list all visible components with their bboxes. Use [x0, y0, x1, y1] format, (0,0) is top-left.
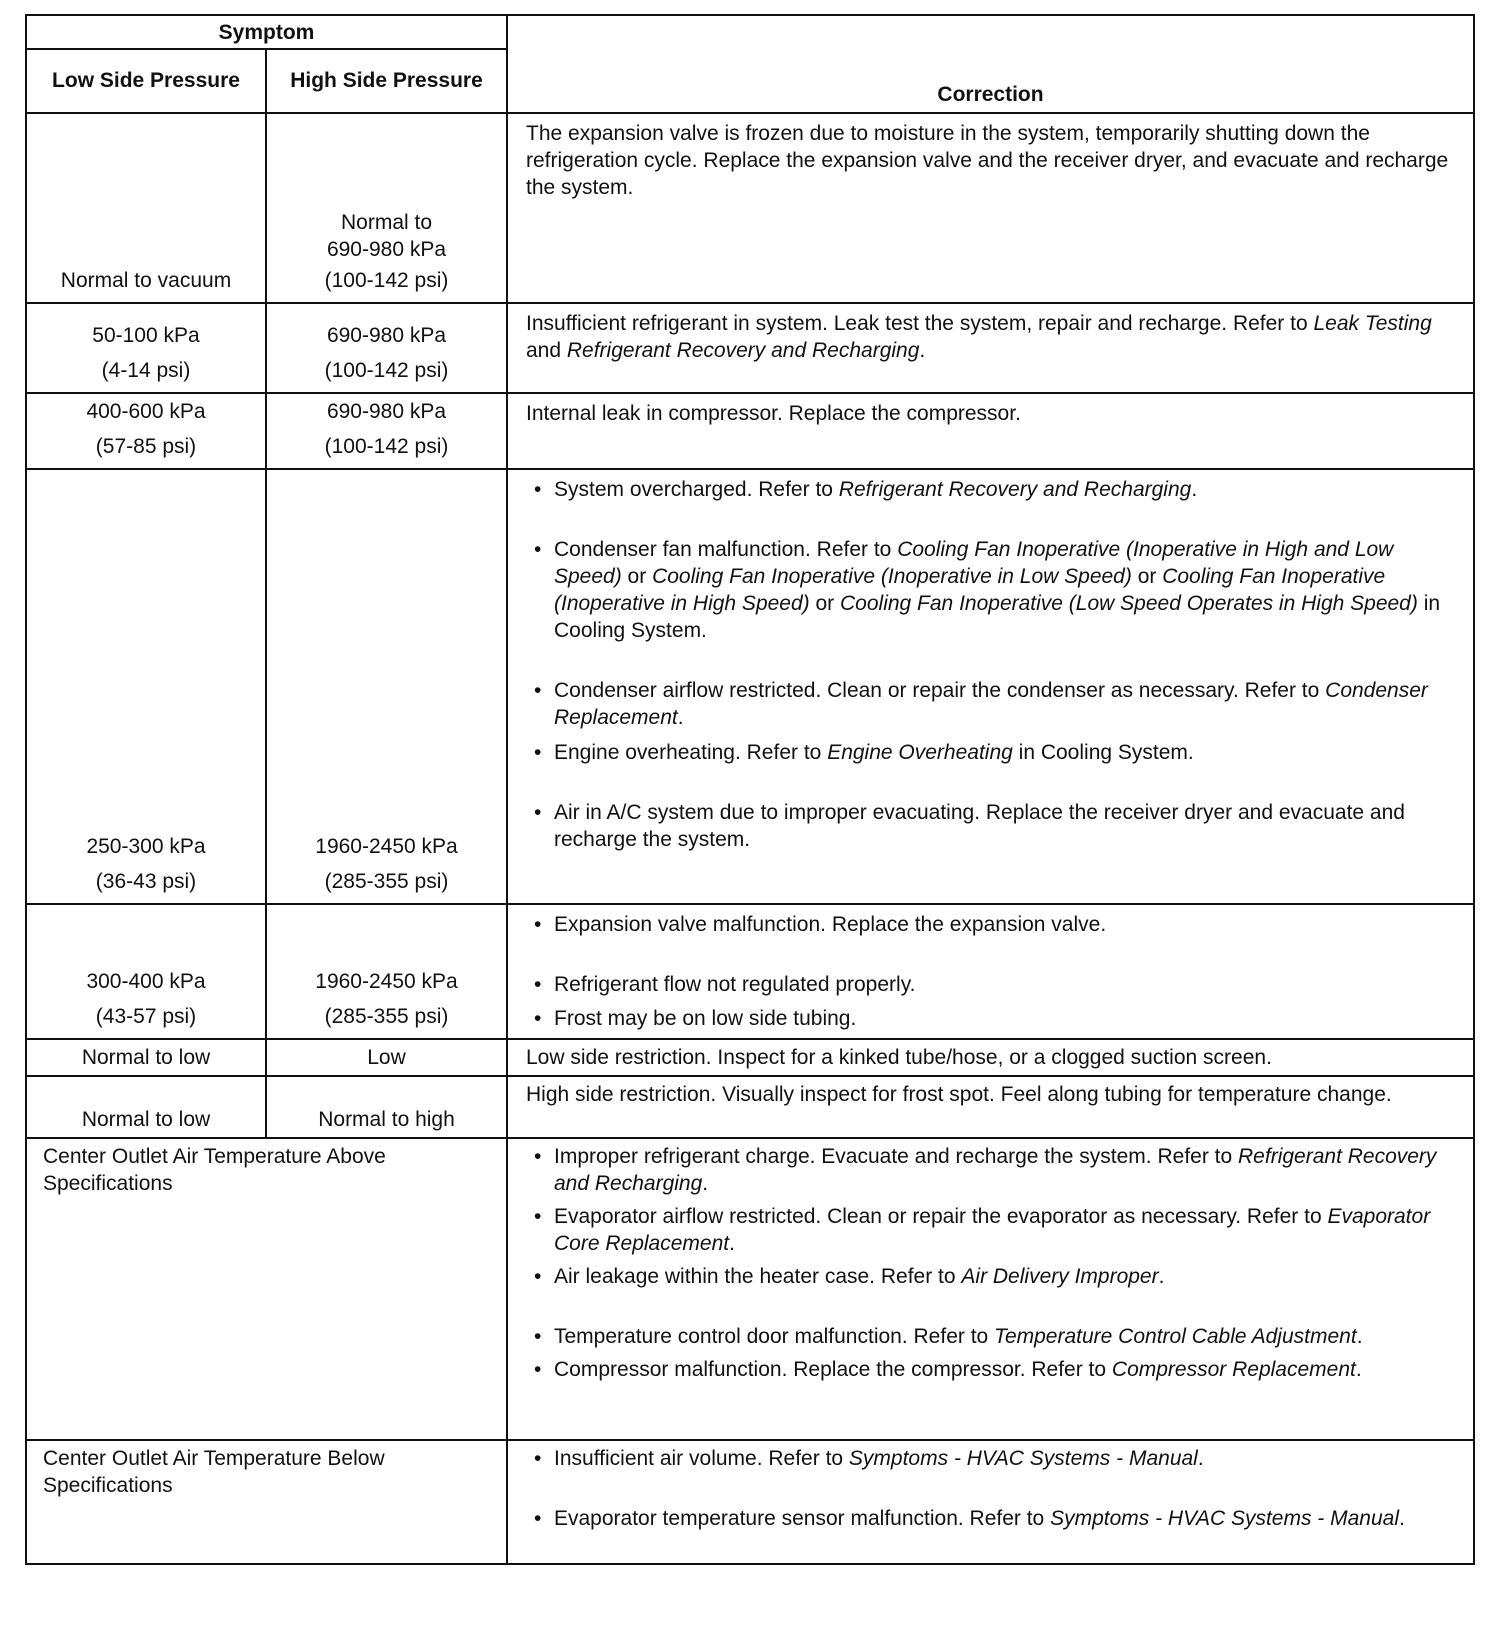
- header-correction: Correction: [507, 15, 1474, 113]
- high-side-cell: [266, 303, 507, 393]
- correction-cell: [507, 1076, 1474, 1138]
- list-item: • Engine overheating. Refer to Engine Overheating in Cooling System.: [526, 739, 1459, 766]
- high-side-cell: Normal to high: [266, 1076, 507, 1138]
- diagnostic-table-page: [25, 14, 1473, 1565]
- low-side-cell: Normal to low: [26, 1076, 266, 1138]
- high-side-cell: [266, 904, 507, 1039]
- list-item: • Refrigerant flow not regulated properly.: [526, 971, 1459, 998]
- table-row: [26, 113, 1474, 303]
- low-side-cell: [26, 303, 266, 393]
- symptom-description: Center Outlet Air Temperature Above Specifications: [26, 1138, 507, 1440]
- list-item: • Frost may be on low side tubing.: [526, 1005, 1459, 1032]
- list-item: • Condenser airflow restricted. Clean or repair the condenser as necessary. Refer to Condenser Replacement.: [526, 677, 1459, 731]
- high-side-value: (285-355 psi): [324, 870, 449, 893]
- table-row: [26, 303, 1474, 393]
- correction-cell: [507, 303, 1474, 393]
- correction-text: High side restriction. Visually inspect for frost spot. Feel along tubing for temperature change.: [526, 1083, 1392, 1106]
- correction-text: The expansion valve is frozen due to moisture in the system, temporarily shutting down the refrigeration cycle. Replace the expansion valve and the receiver dryer, and evacuate and recharge the system.: [526, 122, 1449, 199]
- high-side-value: 1960-2450 kPa: [315, 970, 458, 993]
- reference-link-text: Leak Testing: [1313, 312, 1432, 335]
- high-side-value: (100-142 psi): [324, 359, 449, 382]
- list-item: • Evaporator temperature sensor malfunction. Refer to Symptoms - HVAC Systems - Manual.: [526, 1505, 1459, 1532]
- correction-cell: [507, 904, 1474, 1039]
- high-side-value: (285-355 psi): [324, 1005, 449, 1028]
- symptom-description: Center Outlet Air Temperature Below Specifications: [26, 1440, 507, 1564]
- table-row: [26, 393, 1474, 469]
- list-item: • Air in A/C system due to improper evacuating. Replace the receiver dryer and evacuate and recharge the system.: [526, 799, 1459, 853]
- high-side-value: 690-980 kPa: [326, 238, 447, 261]
- correction-cell: [507, 1440, 1474, 1564]
- list-item: • System overcharged. Refer to Refrigerant Recovery and Recharging.: [526, 476, 1459, 503]
- high-side-cell: [266, 113, 507, 303]
- high-side-value: 690-980 kPa: [326, 324, 447, 347]
- list-item: • Expansion valve malfunction. Replace the expansion valve.: [526, 911, 1459, 938]
- low-side-value: 300-400 kPa: [86, 970, 206, 993]
- correction-cell: [507, 1138, 1474, 1440]
- high-side-cell: [266, 469, 507, 904]
- correction-list: [526, 911, 1459, 1032]
- high-side-cell: Low: [266, 1039, 507, 1076]
- list-item: • Insufficient air volume. Refer to Symptoms - HVAC Systems - Manual.: [526, 1445, 1459, 1472]
- correction-cell: [507, 1039, 1474, 1076]
- high-side-value: 690-980 kPa: [326, 400, 447, 423]
- low-side-value: 50-100 kPa: [92, 324, 200, 347]
- ac-pressure-diagnosis-table: [25, 14, 1475, 1565]
- low-side-cell: [26, 904, 266, 1039]
- low-side-cell: [26, 113, 266, 303]
- list-item: • Evaporator airflow restricted. Clean or repair the evaporator as necessary. Refer to Evaporator Core Replacement.: [526, 1203, 1459, 1257]
- table-row: [26, 904, 1474, 1039]
- list-item: • Compressor malfunction. Replace the compressor. Refer to Compressor Replacement.: [526, 1356, 1459, 1383]
- header-low-side: Low Side Pressure: [26, 49, 266, 113]
- high-side-value: (100-142 psi): [324, 435, 449, 458]
- header-high-side: High Side Pressure: [266, 49, 507, 113]
- high-side-value: Normal to: [340, 211, 433, 234]
- correction-cell: [507, 393, 1474, 469]
- correction-cell: [507, 113, 1474, 303]
- correction-cell: [507, 469, 1474, 904]
- list-item: • Condenser fan malfunction. Refer to Cooling Fan Inoperative (Inoperative in High and Low Speed) or Cooling Fan Inoperative (Inoperative in Low Speed) or Cooling Fan Inoperative (Inoperative in High Speed) or Cooling Fan Inoperative (Low Speed Operates in High Speed) in Cooling System.: [526, 536, 1459, 644]
- list-item: • Temperature control door malfunction. Refer to Temperature Control Cable Adjustment.: [526, 1323, 1459, 1350]
- low-side-cell: [26, 393, 266, 469]
- low-side-value: 250-300 kPa: [86, 835, 206, 858]
- table-row: [26, 1076, 1474, 1138]
- low-side-value: (57-85 psi): [95, 435, 197, 458]
- low-side-cell: [26, 469, 266, 904]
- table-row: [26, 1138, 1474, 1440]
- table-row: [26, 469, 1474, 904]
- header-symptom: Symptom: [26, 15, 507, 49]
- low-side-value: (4-14 psi): [101, 359, 191, 382]
- low-side-value: (36-43 psi): [95, 870, 197, 893]
- correction-text: Insufficient refrigerant in system. Leak test the system, repair and recharge. Refer to Leak Testing and Refrigerant Recovery and Recharging.: [526, 312, 1432, 362]
- low-side-value: Normal to vacuum: [60, 269, 232, 292]
- low-side-value: 400-600 kPa: [86, 400, 206, 423]
- list-item: • Improper refrigerant charge. Evacuate and recharge the system. Refer to Refrigerant Recovery and Recharging.: [526, 1143, 1459, 1197]
- high-side-value: 1960-2450 kPa: [315, 835, 458, 858]
- correction-list: [526, 1143, 1459, 1383]
- low-side-value: (43-57 psi): [95, 1005, 197, 1028]
- table-row: [26, 1440, 1474, 1564]
- list-item: • Air leakage within the heater case. Refer to Air Delivery Improper.: [526, 1263, 1459, 1290]
- correction-text: Low side restriction. Inspect for a kinked tube/hose, or a clogged suction screen.: [526, 1046, 1272, 1069]
- correction-list: [526, 476, 1459, 853]
- low-side-cell: Normal to low: [26, 1039, 266, 1076]
- correction-text: Internal leak in compressor. Replace the compressor.: [526, 402, 1021, 425]
- correction-list: [526, 1445, 1459, 1532]
- high-side-cell: [266, 393, 507, 469]
- high-side-value: (100-142 psi): [324, 269, 449, 292]
- table-row: [26, 1039, 1474, 1076]
- reference-link-text: Refrigerant Recovery and Recharging: [566, 339, 920, 362]
